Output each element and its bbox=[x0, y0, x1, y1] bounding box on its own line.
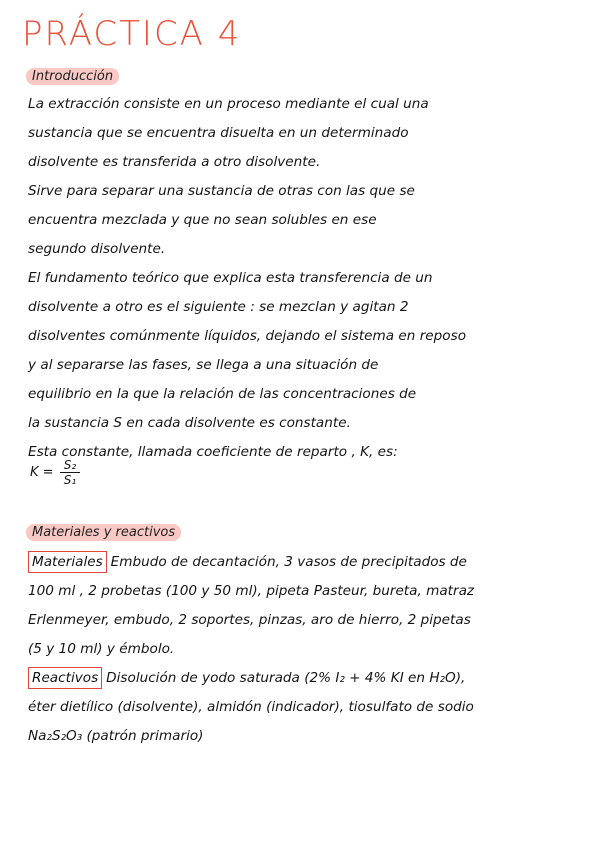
text-line bbox=[28, 664, 576, 693]
materiales-paragraph bbox=[28, 548, 576, 664]
introduccion-paragraph bbox=[28, 90, 576, 467]
text-line: disolvente es transferida a otro disolvente. bbox=[28, 154, 321, 170]
text-line: equilibrio en la que la relación de las concentraciones de bbox=[28, 386, 417, 402]
text-line: éter dietílico (disolvente), almidón (indicador), tiosulfato de sodio bbox=[28, 699, 474, 715]
text-line: (5 y 10 ml) y émbolo. bbox=[28, 641, 175, 657]
text-line: y al separarse las fases, se llega a una situación de bbox=[28, 357, 379, 373]
text-line: 100 ml , 2 probetas (100 y 50 ml), pipeta Pasteur, bureta, matraz bbox=[28, 583, 475, 599]
text-line: segundo disolvente. bbox=[28, 241, 166, 257]
page-title: PRÁCTICA 4 bbox=[22, 14, 242, 54]
text-line: Na₂S₂O₃ (patrón primario) bbox=[28, 728, 204, 744]
formula-denominator: S₁ bbox=[63, 473, 77, 487]
text-line: disolvente a otro es el siguiente : se mezclan y agitan 2 bbox=[28, 299, 409, 315]
section-heading-materiales-reactivos: Materiales y reactivos bbox=[26, 524, 181, 541]
text-line bbox=[28, 548, 576, 577]
formula-fraction bbox=[60, 458, 80, 487]
text-line: la sustancia S en cada disolvente es constante. bbox=[28, 415, 351, 431]
section-heading-introduccion: Introducción bbox=[26, 68, 119, 85]
text-line: Erlenmeyer, embudo, 2 soportes, pinzas, aro de hierro, 2 pipetas bbox=[28, 612, 471, 628]
formula-lhs: K = bbox=[30, 465, 54, 480]
text-line: Sirve para separar una sustancia de otras con las que se bbox=[28, 183, 415, 199]
text-line: El fundamento teórico que explica esta transferencia de un bbox=[28, 270, 433, 286]
text-fragment: Disolución de yodo saturada (2% I₂ + 4% KI en H₂O), bbox=[106, 670, 466, 686]
text-line: disolventes comúnmente líquidos, dejando el sistema en reposo bbox=[28, 328, 467, 344]
text-line: Esta constante, llamada coeficiente de reparto , K, es: bbox=[28, 444, 398, 460]
reactivos-paragraph bbox=[28, 664, 576, 751]
text-line: sustancia que se encuentra disuelta en un determinado bbox=[28, 125, 409, 141]
text-fragment: Embudo de decantación, 3 vasos de precipitados de bbox=[110, 554, 467, 570]
coeficiente-formula bbox=[30, 458, 80, 487]
formula-numerator: S₂ bbox=[60, 458, 80, 473]
reactivos-label: Reactivos bbox=[28, 667, 102, 689]
materiales-label: Materiales bbox=[28, 551, 107, 573]
text-line: encuentra mezclada y que no sean solubles en ese bbox=[28, 212, 377, 228]
text-line: La extracción consiste en un proceso mediante el cual una bbox=[28, 96, 429, 112]
